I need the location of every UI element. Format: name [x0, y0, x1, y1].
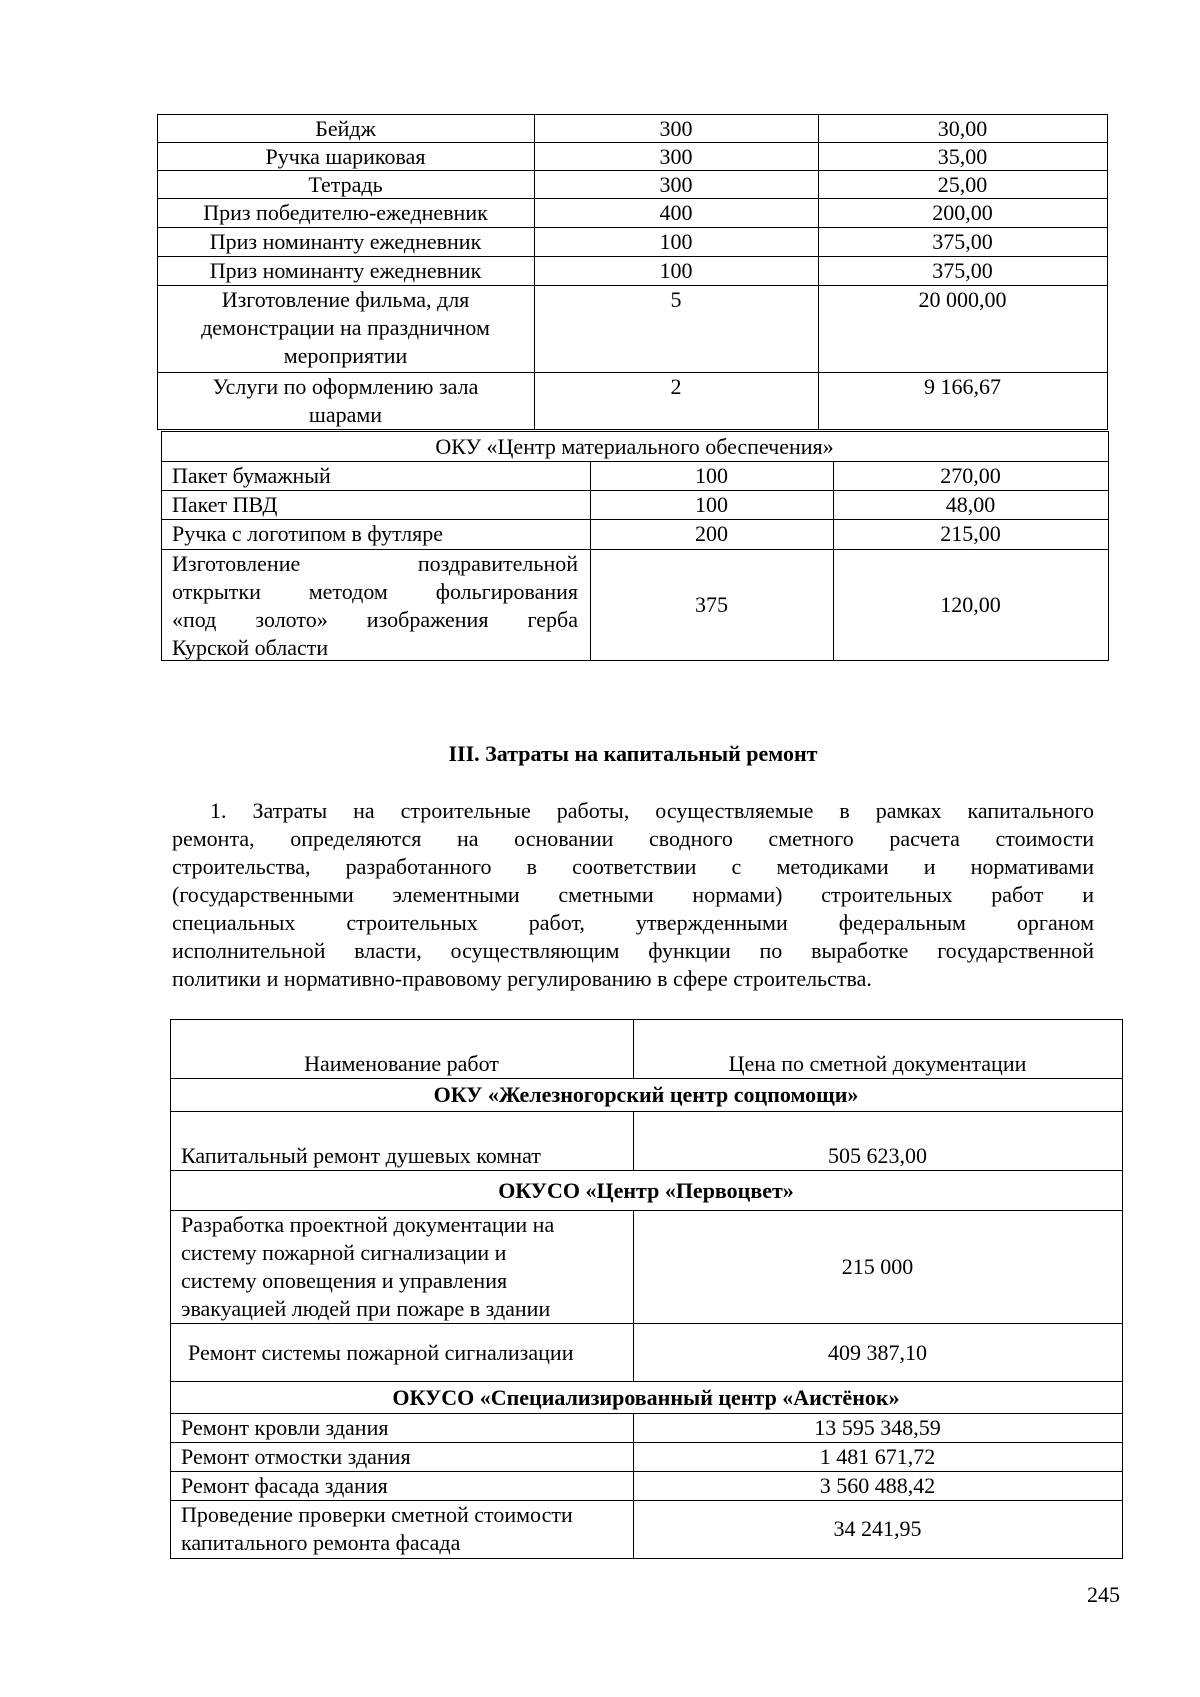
table-cell-qty: 100	[659, 229, 693, 254]
section-heading: III. Затраты на капитальный ремонт	[448, 741, 818, 766]
table-cell-qty: 400	[659, 200, 693, 225]
paragraph-line: исполнительной власти, осуществляющим функции по выработке государственной	[172, 938, 1094, 963]
paragraph-line: строительства, разработанного в соответствии с методиками и нормативами	[172, 854, 1094, 879]
table-cell-name	[161, 550, 590, 662]
table-cell-qty: 200	[695, 521, 728, 546]
column-header-name: Наименование работ	[304, 1051, 499, 1076]
table-cell-price: 48,00	[945, 492, 996, 517]
table-cell-name: Ручка шариковая	[265, 144, 426, 169]
section-paragraph	[172, 797, 1094, 993]
table-cell-line: Услуги по оформлению зала	[212, 374, 479, 399]
table-cell-qty: 2	[670, 374, 682, 399]
table-cell-price: 215,00	[940, 521, 1001, 546]
table-cell-line: Изготовление поздравительной	[172, 551, 578, 576]
table-cell-price: 13 595 348,59	[814, 1415, 941, 1440]
table-cell-price: 215 000	[841, 1254, 914, 1279]
table-cell-line: Изготовление фильма, для	[221, 287, 470, 312]
table-cell-price: 505 623,00	[828, 1143, 927, 1168]
table-cell-name	[157, 373, 534, 429]
table-cell-name: Ремонт отмостки здания	[181, 1444, 411, 1469]
column-header-price: Цена по сметной документации	[728, 1051, 1027, 1076]
paragraph-line: 1. Затраты на строительные работы, осуществляемые в рамках капитального	[210, 798, 1094, 823]
table-cell-line: «под золото» изображения герба	[172, 607, 578, 632]
table-cell-name: Приз номинанту ежедневник	[209, 229, 482, 254]
org-header: ОКУСО «Специализированный центр «Аистёнок»	[392, 1385, 900, 1410]
table-cell-price: 35,00	[937, 144, 988, 169]
table-cell-price: 34 241,95	[833, 1516, 922, 1541]
table-cell-qty: 5	[670, 287, 682, 312]
table-cell-line: эвакуацией людей при пожаре в здании	[181, 1296, 551, 1321]
paragraph-line: политики и нормативно-правовому регулированию в сфере строительства.	[172, 966, 872, 991]
table-cell-qty: 100	[695, 492, 728, 517]
table-cell-line: шарами	[308, 402, 383, 427]
table-cell-price: 409 387,10	[828, 1340, 927, 1365]
table-cell-qty: 100	[659, 258, 693, 283]
table-cell-name: Бейдж	[315, 116, 376, 141]
table-cell-name: Ремонт кровли здания	[181, 1415, 389, 1440]
table-cell-price: 9 166,67	[924, 374, 1001, 399]
org-header: ОКУ «Железногорский центр соцпомощи»	[433, 1082, 859, 1107]
table-cell-qty: 300	[659, 172, 693, 197]
table-cell-price: 375,00	[932, 229, 993, 254]
table-cell-name: Ремонт фасада здания	[181, 1473, 388, 1498]
table-cell-qty: 375	[695, 592, 728, 617]
table-cell-price: 270,00	[940, 463, 1001, 488]
table-cell-qty: 300	[659, 116, 693, 141]
table-cell-line: открытки методом фольгирования	[172, 579, 578, 604]
org-header: ОКУСО «Центр «Первоцвет»	[498, 1178, 794, 1203]
page-number: 245	[1087, 1582, 1120, 1607]
table-cell-qty: 300	[659, 144, 693, 169]
table-cell-name: Пакет ПВД	[172, 492, 278, 517]
table-cell-price: 3 560 488,42	[819, 1473, 936, 1498]
table-cell-price: 1 481 671,72	[819, 1444, 936, 1469]
table-cell-line: Проведение проверки сметной стоимости	[181, 1502, 573, 1527]
table-cell-line: демонстрации на праздничном	[201, 315, 490, 340]
paragraph-line: специальных строительных работ, утвержденными федеральным органом	[172, 910, 1094, 935]
table-cell-line: Курской области	[172, 635, 329, 660]
table-cell-price: 120,00	[940, 592, 1001, 617]
table-cell-name	[157, 286, 534, 370]
table-cell-price: 20 000,00	[918, 287, 1007, 312]
table-cell-name: Ремонт системы пожарной сигнализации	[188, 1340, 574, 1365]
paragraph-line: ремонта, определяются на основании сводного сметного расчета стоимости	[172, 826, 1094, 851]
table-cell-name: Приз номинанту ежедневник	[209, 258, 482, 283]
table-cell-line: систему пожарной сигнализации и	[181, 1240, 507, 1265]
table-cell-price: 30,00	[937, 116, 988, 141]
org-header: ОКУ «Центр материального обеспечения»	[435, 434, 834, 459]
table-cell-line: мероприятии	[283, 343, 408, 368]
table-cell-name	[170, 1501, 633, 1557]
table-cell-price: 25,00	[937, 172, 988, 197]
table-cell-name: Пакет бумажный	[172, 463, 331, 488]
table-cell-qty: 100	[695, 463, 728, 488]
table-cell-price: 375,00	[932, 258, 993, 283]
table-cell-name: Ручка с логотипом в футляре	[172, 521, 444, 546]
table-cell-name	[170, 1211, 633, 1323]
table-cell-line: систему оповещения и управления	[181, 1268, 508, 1293]
table-cell-line: капитального ремонта фасада	[181, 1530, 461, 1555]
table-cell-name: Тетрадь	[308, 172, 383, 197]
table-cell-name: Капитальный ремонт душевых комнат	[181, 1143, 541, 1168]
paragraph-line: (государственными элементными сметными нормами) строительных работ и	[172, 882, 1094, 907]
table-cell-line: Разработка проектной документации на	[181, 1212, 555, 1237]
table-cell-price: 200,00	[932, 200, 993, 225]
table-cell-name: Приз победителю-ежедневник	[203, 200, 488, 225]
